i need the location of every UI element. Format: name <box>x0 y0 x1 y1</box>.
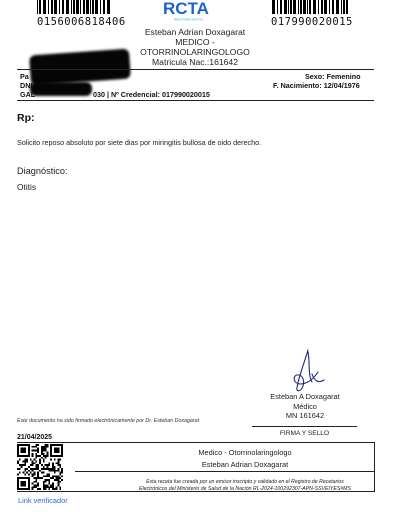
doctor-title-line1: MEDICO - <box>175 37 215 47</box>
signature-role: Médico <box>293 401 317 411</box>
doctor-title-line2: OTORRINOLARINGOLOGO <box>140 47 250 57</box>
rcta-logo-text: RCTA <box>163 0 209 18</box>
doctor-header <box>120 27 270 67</box>
header-divider <box>17 69 374 70</box>
patient-divider <box>17 100 374 101</box>
dni-label: DNI <box>20 81 33 90</box>
rcta-logo-subtext: RECETARIO DIGITAL <box>174 17 204 22</box>
signature-license: MN 161642 <box>285 411 325 421</box>
patient-sex: Sexo: Femenino <box>305 72 361 81</box>
firma-label: FIRMA Y SELLO <box>279 430 330 437</box>
footer-specialty: Medico - Otorrinolaringologo <box>198 448 292 457</box>
gal-label: GAL <box>20 90 36 99</box>
left-barcode-number: 0156006818406 <box>37 16 126 28</box>
rcta-logo <box>163 0 220 22</box>
handwritten-signature <box>288 348 330 394</box>
footer-separator <box>75 471 374 472</box>
doctor-license: Matricula Nac.:161642 <box>152 57 238 67</box>
footer-doctor-name: Esteban Adrian Doxagarat <box>201 460 289 469</box>
signature-name: Esteban A Doxagarat <box>270 392 340 401</box>
qr-modules <box>17 444 63 490</box>
issue-date: 21/04/2025 <box>17 434 53 441</box>
verifier-link[interactable]: Link verificador <box>18 496 68 505</box>
redaction-mark <box>29 49 131 86</box>
prescription-text: Solicito reposo absoluto por siete dias por miringitis bullosa de oido derecho. <box>17 138 262 147</box>
signature-line <box>252 426 357 427</box>
redaction-mark <box>30 82 92 96</box>
footer-top-border <box>17 442 374 443</box>
signature-block <box>250 392 360 421</box>
footer-legal-line2: Electrónicos del Ministerio de Salud de la Nación RL-2024-100292307-APN-SSVEIYES#MS <box>139 486 351 492</box>
rp-label: Rp: <box>17 112 35 124</box>
diagnosis-label: Diagnóstico: <box>17 166 68 176</box>
footer-legal-line1: Esta receta fue creada por un emisor inscripto y validado en el Registro de Recetarios <box>146 479 344 485</box>
patient-birth: F. Nacimiento: 12/04/1976 <box>273 81 360 90</box>
diagnosis-value: Otitis <box>17 182 37 192</box>
doctor-name: Esteban Adrian Doxagarat <box>144 27 246 37</box>
qr-code[interactable] <box>17 444 63 490</box>
left-barcode <box>37 0 111 14</box>
credential-fragment: 030 | Nº Credencial: 017990020015 <box>93 90 210 99</box>
electronic-signature-note: Este documento ha sido firmado electrónicamente por Dr. Esteban Doxagarat <box>17 418 200 424</box>
patient-label: Pa <box>20 72 29 81</box>
right-barcode-number: 017990020015 <box>271 16 353 28</box>
footer-legal <box>75 479 415 493</box>
right-barcode <box>272 0 348 14</box>
